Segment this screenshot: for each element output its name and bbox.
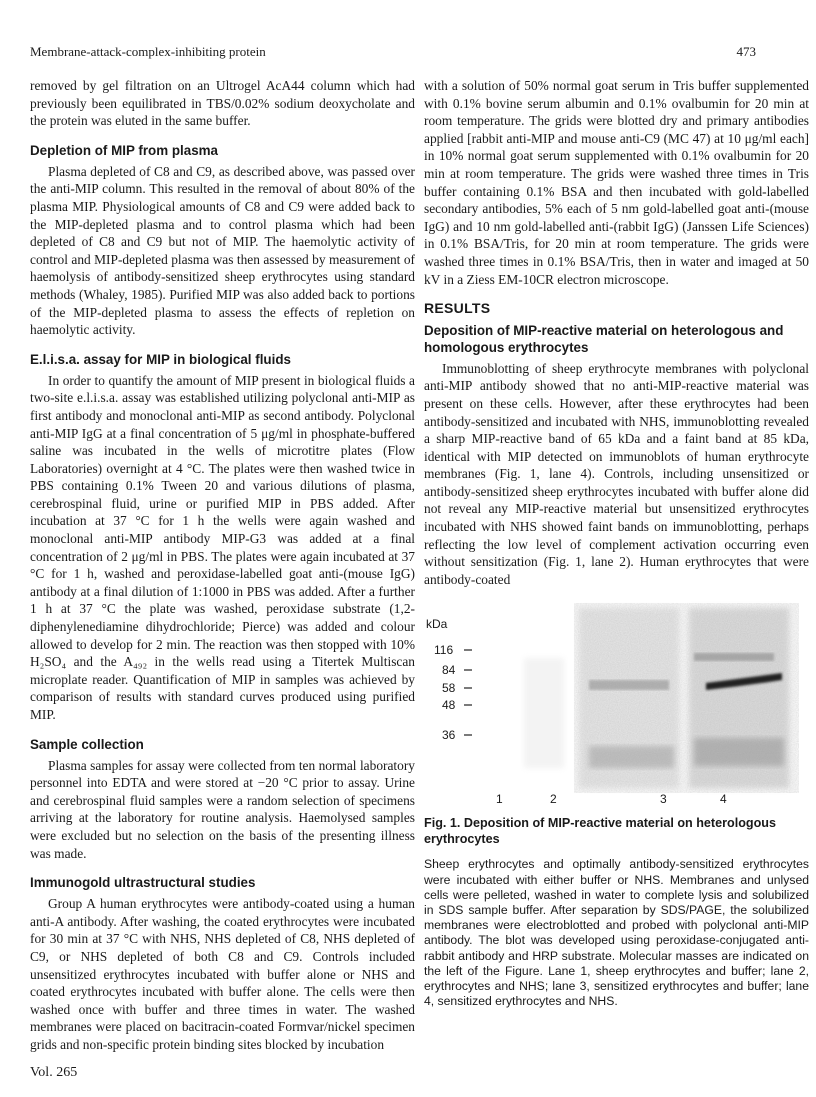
right-column: [424, 77, 809, 1009]
section-heading-sample-collection: Sample collection: [30, 736, 144, 752]
western-blot-image: [424, 598, 809, 813]
results-paragraph: Immunoblotting of sheep erythrocyte membranes with polyclonal anti-MIP antibody showed that no anti-MIP-reactive material was present on these cells. However, after these erythrocytes had been antibody-sensitized and incubated with NHS, immunoblotting revealed a sharp MIP-reactive band of 65 kDa and a faint band at 85 kDa, identical with MIP detected on immunoblots of human erythrocyte membranes (Fig. 1, lane 4). Controls, including unsensitized or antibody-sensitized sheep erythrocytes incubated with buffer alone did not reveal any MIP-reactive material but unsensitized erythrocytes incubated with NHS showed faint bands on immunoblotting, perhaps reflecting the low level of complement activation occurring even without sensitization (Fig. 1, lane 2). Human erythrocytes that were antibody-coated: [424, 360, 809, 587]
intro-paragraph: removed by gel filtration on an Ultrogel AcA44 column which had previously been equilibrated in TBS/0.02% sodium deoxycholate and the protein was eluted in the same buffer.: [30, 78, 415, 129]
figure-caption: Sheep erythrocytes and optimally antibody-sensitized erythrocytes were incubated with either buffer or NHS. Membranes and unlysed cells were pelleted, washed in water to complete lysis and solubilized in SDS sample buffer. After separation by SDS/PAGE, the solubilized membranes were electroblotted and probed with polyclonal anti-MIP antibody. The blot was developed using peroxidase-conjugated anti-rabbit antibody and HRP substrate. Molecular masses are indicated on the left of the Figure. Lane 1, sheep erythrocytes and buffer; lane 2, erythrocytes and NHS; lane 3, sensitized erythrocytes and buffer; lane 4, sensitized erythrocytes and NHS.: [424, 857, 809, 1009]
lane-3-band-low: [589, 746, 674, 768]
unit-label: kDa: [426, 617, 448, 632]
volume-footer: Vol. 265: [30, 1065, 78, 1080]
lane-label-1: 1: [496, 792, 503, 807]
marker-58: 58: [442, 681, 456, 696]
lane-4-band-low: [694, 738, 784, 766]
lane-4-band-85: [694, 653, 774, 661]
running-title: Membrane-attack-complex-inhibiting protein: [30, 44, 266, 59]
section-heading-immunogold: Immunogold ultrastructural studies: [30, 875, 256, 891]
lane-label-3: 3: [660, 792, 667, 807]
left-column: [30, 77, 415, 1054]
marker-36: 36: [442, 728, 456, 743]
section-heading-elisa: E.l.i.s.a. assay for MIP in biological fluids: [30, 351, 291, 367]
results-subheading: Deposition of MIP-reactive material on heterologous and homologous erythrocytes: [424, 322, 784, 355]
section-body-depletion: Plasma depleted of C8 and C9, as described above, was passed over the anti-MIP column. This resulted in the removal of about 80% of the plasma MIP. Physiological amounts of C8 and C9 were added back to the MIP-depleted plasma and to control plasma which had been depleted of C8 and C9 but not of MIP. The haemolytic activity of control and MIP-depleted plasma was then assessed by measurement of haemolysis of antibody-sensitized sheep erythrocytes using standard methods (Whaley, 1985). Purified MIP was also added back to portions of the MIP-depleted plasma to assess the effects of repletion on haemolytic activity.: [30, 163, 415, 338]
marker-48: 48: [442, 698, 456, 713]
results-heading: RESULTS: [424, 300, 491, 317]
section-body-immunogold: Group A human erythrocytes were antibody-coated using a human anti-A antibody. After washing, the coated erythrocytes were incubated for 30 min at 37 °C with NHS, NHS depleted of C8, NHS depleted of C9, or NHS depleted of both C8 and C9. Controls included unsensitized erythrocytes incubated with buffer alone or NHS and coated erythrocytes incubated with buffer alone. The cells were then washed once with buffer and three times in water. The washed membranes were placed on bacitracin-coated Formvar/nickel specimen grids and non-specific protein binding sites blocked by incubation: [30, 896, 415, 1052]
marker-116: 116: [434, 643, 454, 658]
marker-84: 84: [442, 663, 456, 678]
figure-1-blot: [424, 598, 809, 813]
section-body-sample-collection: Plasma samples for assay were collected from ten normal laboratory personnel into EDTA and were stored at −20 °C prior to assay. Urine and cerebrospinal fluid samples were a random selection of specimens arriving at the laboratory for routine analysis. Haemolysed samples were excluded but no selection on the basis of the presenting illness was made.: [30, 757, 415, 861]
lane-3-band-65: [589, 680, 669, 690]
page-number: 473: [736, 44, 756, 59]
lane-label-2: 2: [550, 792, 557, 807]
section-body-elisa: In order to quantify the amount of MIP present in biological fluids a two-site e.l.i.s.a. assay was established utilizing polyclonal anti-MIP as first antibody and monoclonal anti-MIP as second antibody. Polyclonal anti-MIP IgG at a final concentration of 5 μg/ml in phosphate-buffered saline was incubated in the wells of microtitre plates (Flow Laboratories) overnight at 4 °C. The plates were then washed twice in PBS containing 0.1% Tween 20 and various dilutions of plasma, cerebrospinal fluid, urine or purified MIP in PBS added. After incubation at 37 °C for 1 h the wells were again washed and monoclonal anti-MIP antibody MIP-G3 was added at a final concentration of 2 μg/ml in PBS. The plates were again incubated at 37 °C for 1 h, washed and peroxidase-labelled goat anti-(mouse IgG) antibody at a final dilution of 1:1000 in PBS was added. After a further 1 h at 37 °C the plate was washed, peroxidase substrate (1,2-diphenylenediamine dihydrochloride; Pierce) was added and colour allowed to develop for 2 min. The reaction was then stopped with 10% H₂SO₄ and the A₄₉₂ in the wells read using a Titertek Multiscan microplate reader. Quantification of MIP in samples was achieved by comparison of results with standard curves produced using purified MIP.: [30, 372, 415, 722]
lane-2-smear: [524, 658, 564, 768]
figure-caption-title: Fig. 1. Deposition of MIP-reactive material on heterologous erythrocytes: [424, 816, 776, 847]
continued-paragraph: with a solution of 50% normal goat serum in Tris buffer supplemented with 0.1% bovine serum albumin and 0.1% ovalbumin for 20 min at room temperature. The grids were blotted dry and primary antibodies applied [rabbit anti-MIP and mouse anti-C9 (MC 47) at 10 μg/ml each] in 10% normal goat serum supplemented with 0.1% ovalbumin for 20 min at room temperature. The grids were washed three times in Tris buffer containing 0.1% BSA and then incubated with gold-labelled secondary antibodies, 5% each of 5 nm gold-labelled goat anti-(mouse IgG) and 10 nm gold-labelled anti-(rabbit IgG) (Janssen Life Sciences) in 0.1% BSA/Tris, for 20 min at room temperature. The grids were washed three times in 0.1% BSA/Tris, then in water and imaged at 50 kV in a Ziess EM-10CR electron microscope.: [424, 78, 809, 287]
section-heading-depletion: Depletion of MIP from plasma: [30, 142, 218, 158]
lane-label-4: 4: [720, 792, 727, 807]
